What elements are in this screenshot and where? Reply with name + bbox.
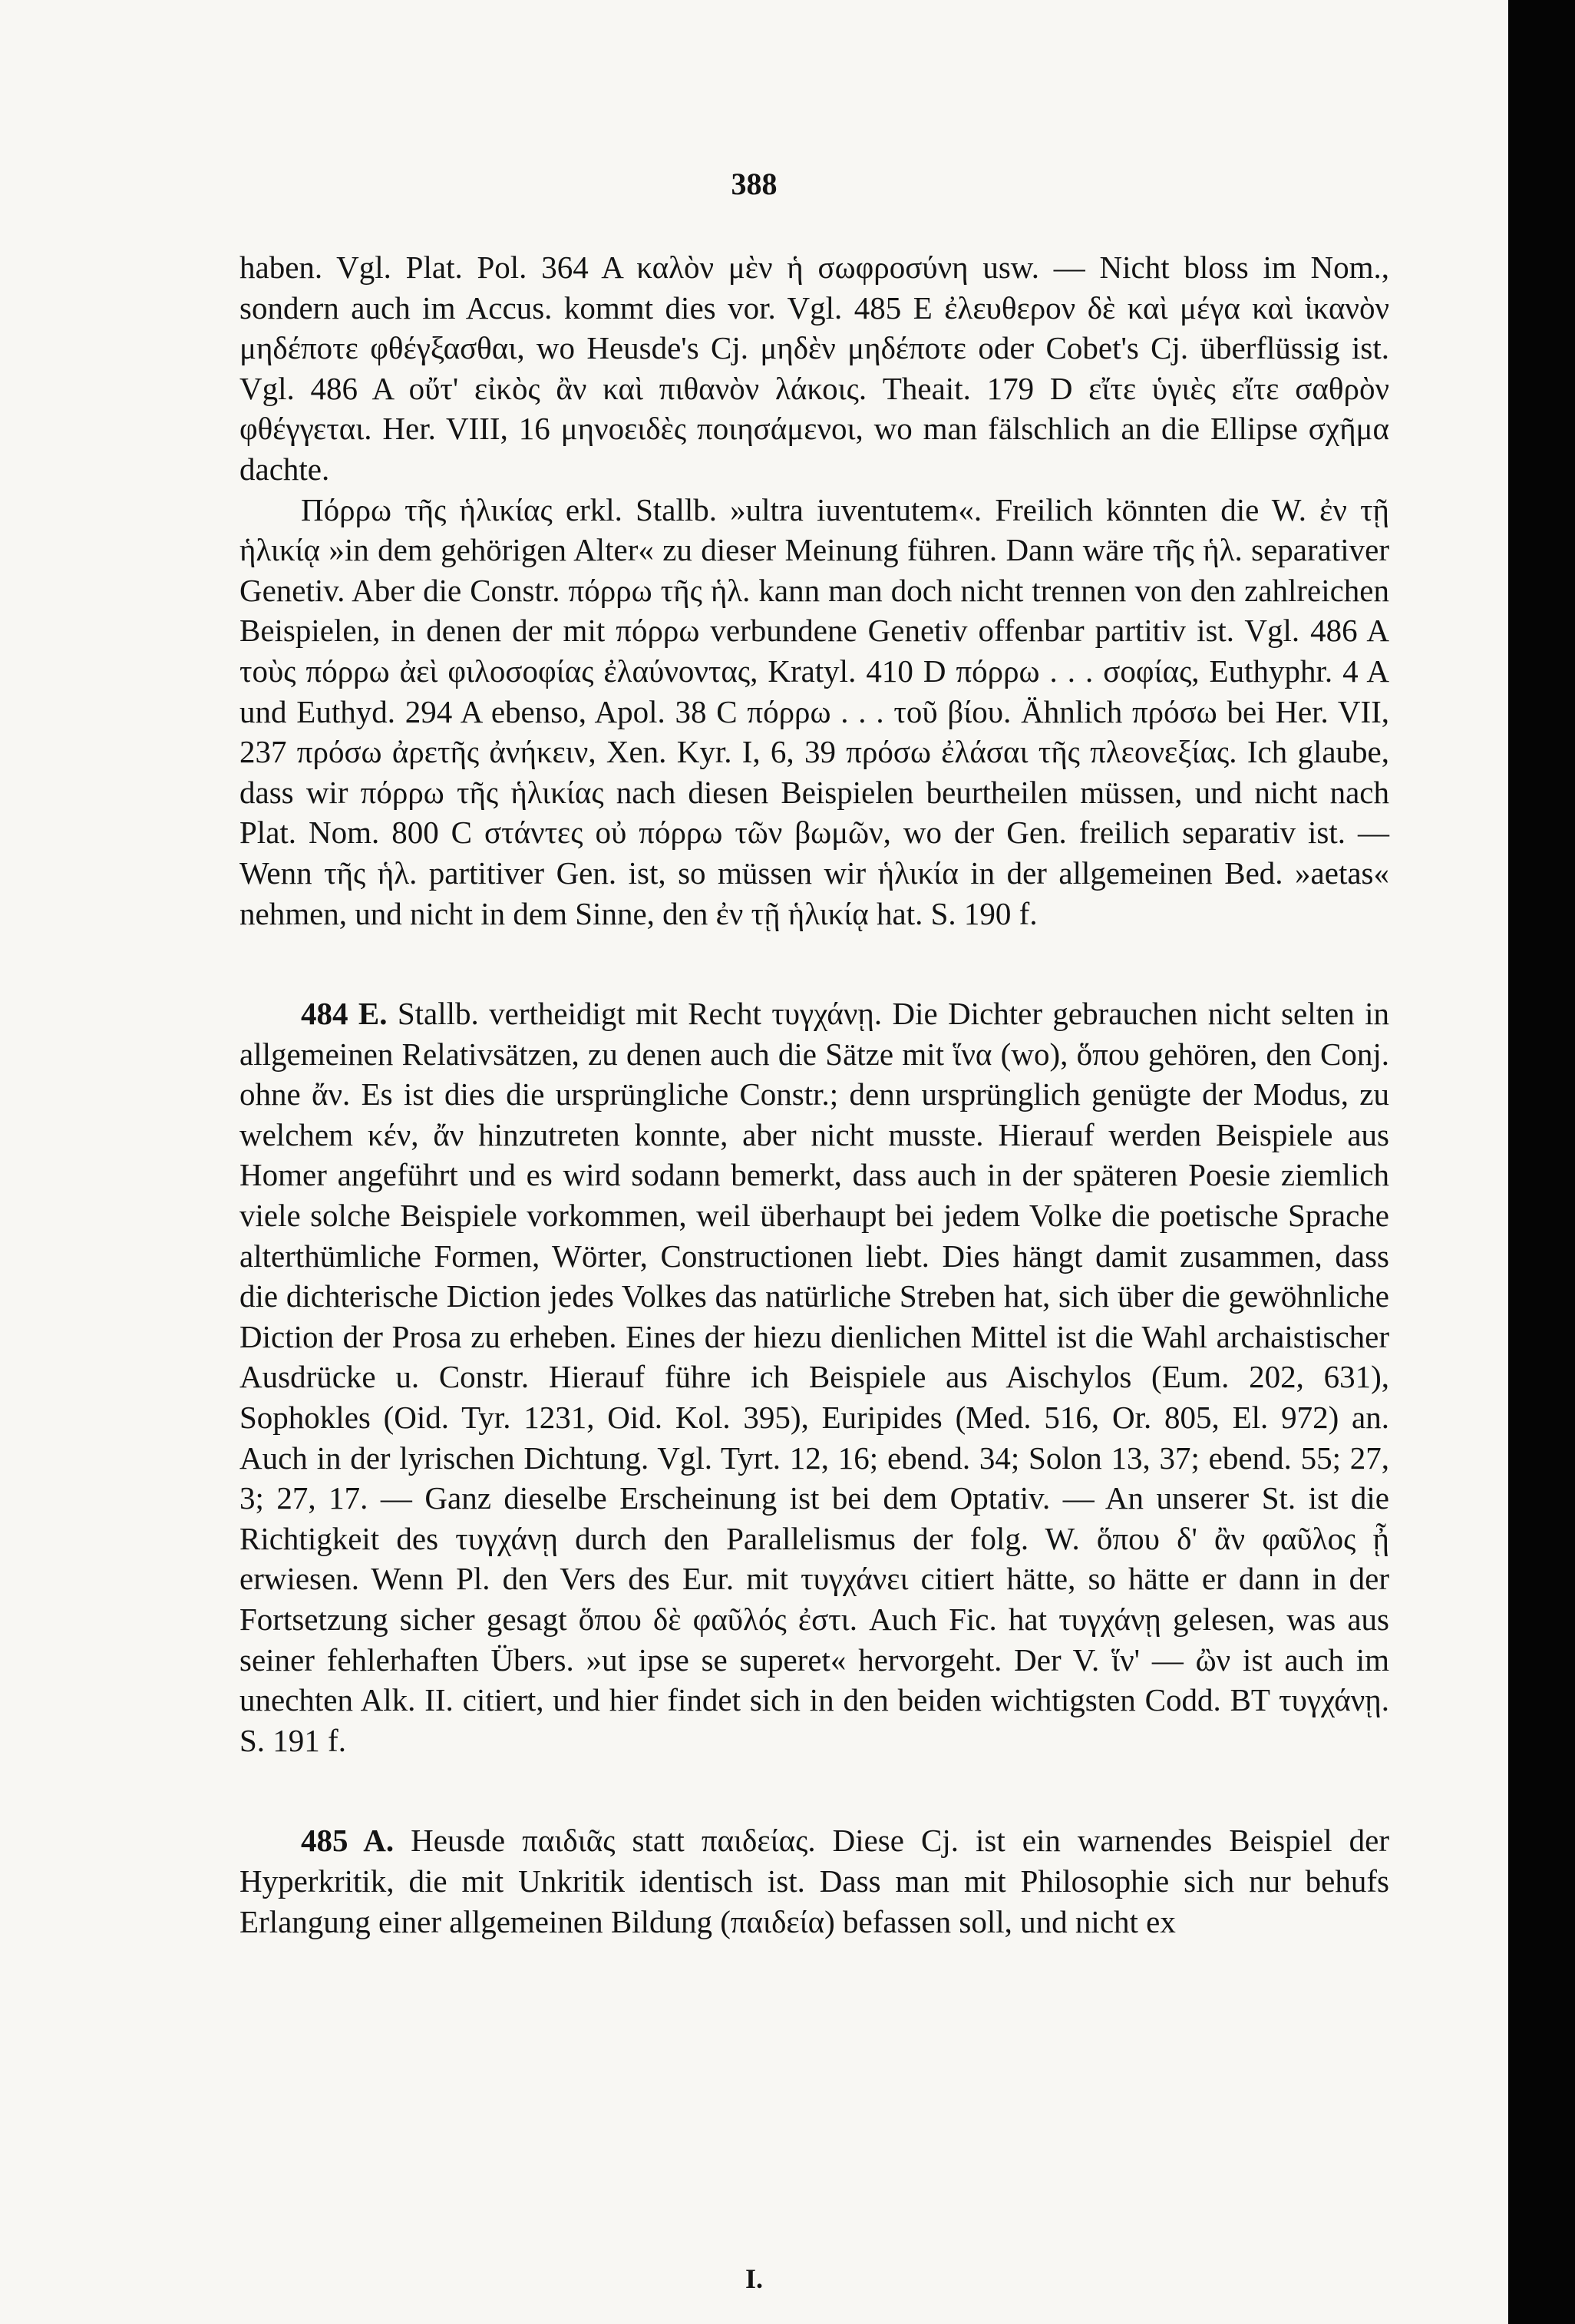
signature-mark: I. bbox=[745, 2263, 763, 2294]
paragraph-continued: haben. Vgl. Plat. Pol. 364 A καλὸν μὲν ἡ σωφροσύνη usw. — Nicht bloss im Nom., sondern auch im Accus. kommt dies vor. Vgl. 485 E ἐλευθερον δὲ καὶ μέγα καὶ ἱκανὸν μηδέποτε φθέγξασθαι, wo Heusde's Cj. μηδὲν μηδέποτε oder Cobet's Cj. überflüssig ist. Vgl. 486 A οὔτ' εἰκὸς ἂν καὶ πιθανὸν λάκοις. Theait. 179 D εἴτε ὑγιὲς εἴτε σαθρὸν φθέγγεται. Her. VIII, 16 μηνοειδὲς ποιησάμενοι, wo man fälschlich an die Ellipse σχῆμα dachte. bbox=[239, 250, 1389, 487]
paragraph-485a bbox=[239, 1820, 1389, 1942]
paragraph-484e-text: Stallb. vertheidigt mit Recht τυγχάνῃ. Die Dichter gebrauchen nicht selten in allgemeinen Relativsätzen, zu denen auch die Sätze mit ἵνα (wo), ὅπου gehören, den Conj. ohne ἄν. Es ist dies die ursprüngliche Constr.; denn ursprünglich genügte der Modus, zu welchem κέν, ἄν hinzutreten konnte, aber nicht musste. Hierauf werden Beispiele aus Homer angeführt und es wird sodann bemerkt, dass auch in der späteren Poesie ziemlich viele solche Beispiele vorkommen, weil überhaupt bei jedem Volke die poetische Sprache alterthümliche Formen, Wörter, Constructionen liebt. Dies hängt damit zusammen, dass die dichterische Diction jedes Volkes das natürliche Streben hat, sich über die gewöhnliche Diction der Prosa zu erheben. Eines der hiezu dienlichen Mittel ist die Wahl archaistischer Ausdrücke u. Constr. Hierauf führe ich Beispiele aus Aischylos (Eum. 202, 631), Sophokles (Oid. Tyr. 1231, Oid. Kol. 395), Euripides (Med. 516, Or. 805, El. 972) an. Auch in der lyrischen Dichtung. Vgl. Tyrt. 12, 16; ebend. 34; Solon 13, 37; ebend. 55; 27, 3; 27, 17. — Ganz dieselbe Erscheinung ist bei dem Optativ. — An unserer St. ist die Richtigkeit des τυγχάνῃ durch den Parallelismus der folg. W. ὅπου δ' ἂν φαῦλος ᾖ erwiesen. Wenn Pl. den Vers des Eur. mit τυγχάνει citiert hätte, so hätte er dann in der Fortsetzung sicher gesagt ὅπου δὲ φαῦλός ἐστι. Auch Fic. hat τυγχάνῃ gelesen, was aus seiner fehlerhaften Übers. »ut ipse se superet« hervorgeht. Der V. ἵν' — ὢν ist auch im unechten Alk. II. citiert, und hier findet sich in den beiden wichtigsten Codd. BT τυγχάνῃ. S. 191 f. bbox=[239, 996, 1389, 1758]
paragraph-484e bbox=[239, 993, 1389, 1760]
scan-border bbox=[1508, 0, 1575, 2324]
section-label-484e: 484 E. bbox=[301, 996, 388, 1032]
page-number: 388 bbox=[731, 167, 778, 201]
paragraph-485a-text: Heusde παιδιᾶς statt παιδείας. Diese Cj. ist ein warnendes Beispiel der Hyperkritik, die mit Unkritik identisch ist. Dass man mit Philosophie sich nur behufs Erlangung einer allgemeinen Bildung (παιδεία) befassen soll, und nicht ex bbox=[239, 1823, 1389, 1939]
paragraph-porro: Πόρρω τῆς ἡλικίας erkl. Stallb. »ultra iuventutem«. Freilich könnten die W. ἐν τῇ ἡλικίᾳ »in dem gehörigen Alter« zu dieser Meinung führen. Dann wäre τῆς ἡλ. separativer Genetiv. Aber die Constr. πόρρω τῆς ἡλ. kann man doch nicht trennen von den zahlreichen Beispielen, in denen der mit πόρρω verbundene Genetiv offenbar partitiv ist. Vgl. 486 A τοὺς πόρρω ἀεὶ φιλοσοφίας ἐλαύνοντας, Kratyl. 410 D πόρρω . . . σοφίας, Euthyphr. 4 A und Euthyd. 294 A ebenso, Apol. 38 C πόρρω . . . τοῦ βίου. Ähnlich πρόσω bei Her. VII, 237 πρόσω ἀρετῆς ἀνήκειν, Xen. Kyr. I, 6, 39 πρόσω ἐλάσαι τῆς πλεονεξίας. Ich glaube, dass wir πόρρω τῆς ἡλικίας nach diesen Beispielen beurtheilen müssen, und nicht nach Plat. Nom. 800 C στάντες οὐ πόρρω τῶν βωμῶν, wo der Gen. freilich separativ ist. — Wenn τῆς ἡλ. partitiver Gen. ist, so müssen wir ἡλικία in der allgemeinen Bed. »aetas« nehmen, und nicht in dem Sinne, den ἐν τῇ ἡλικίᾳ hat. S. 190 f. bbox=[239, 491, 1389, 931]
page-body bbox=[239, 247, 1389, 1942]
section-label-485a: 485 A. bbox=[301, 1823, 395, 1859]
